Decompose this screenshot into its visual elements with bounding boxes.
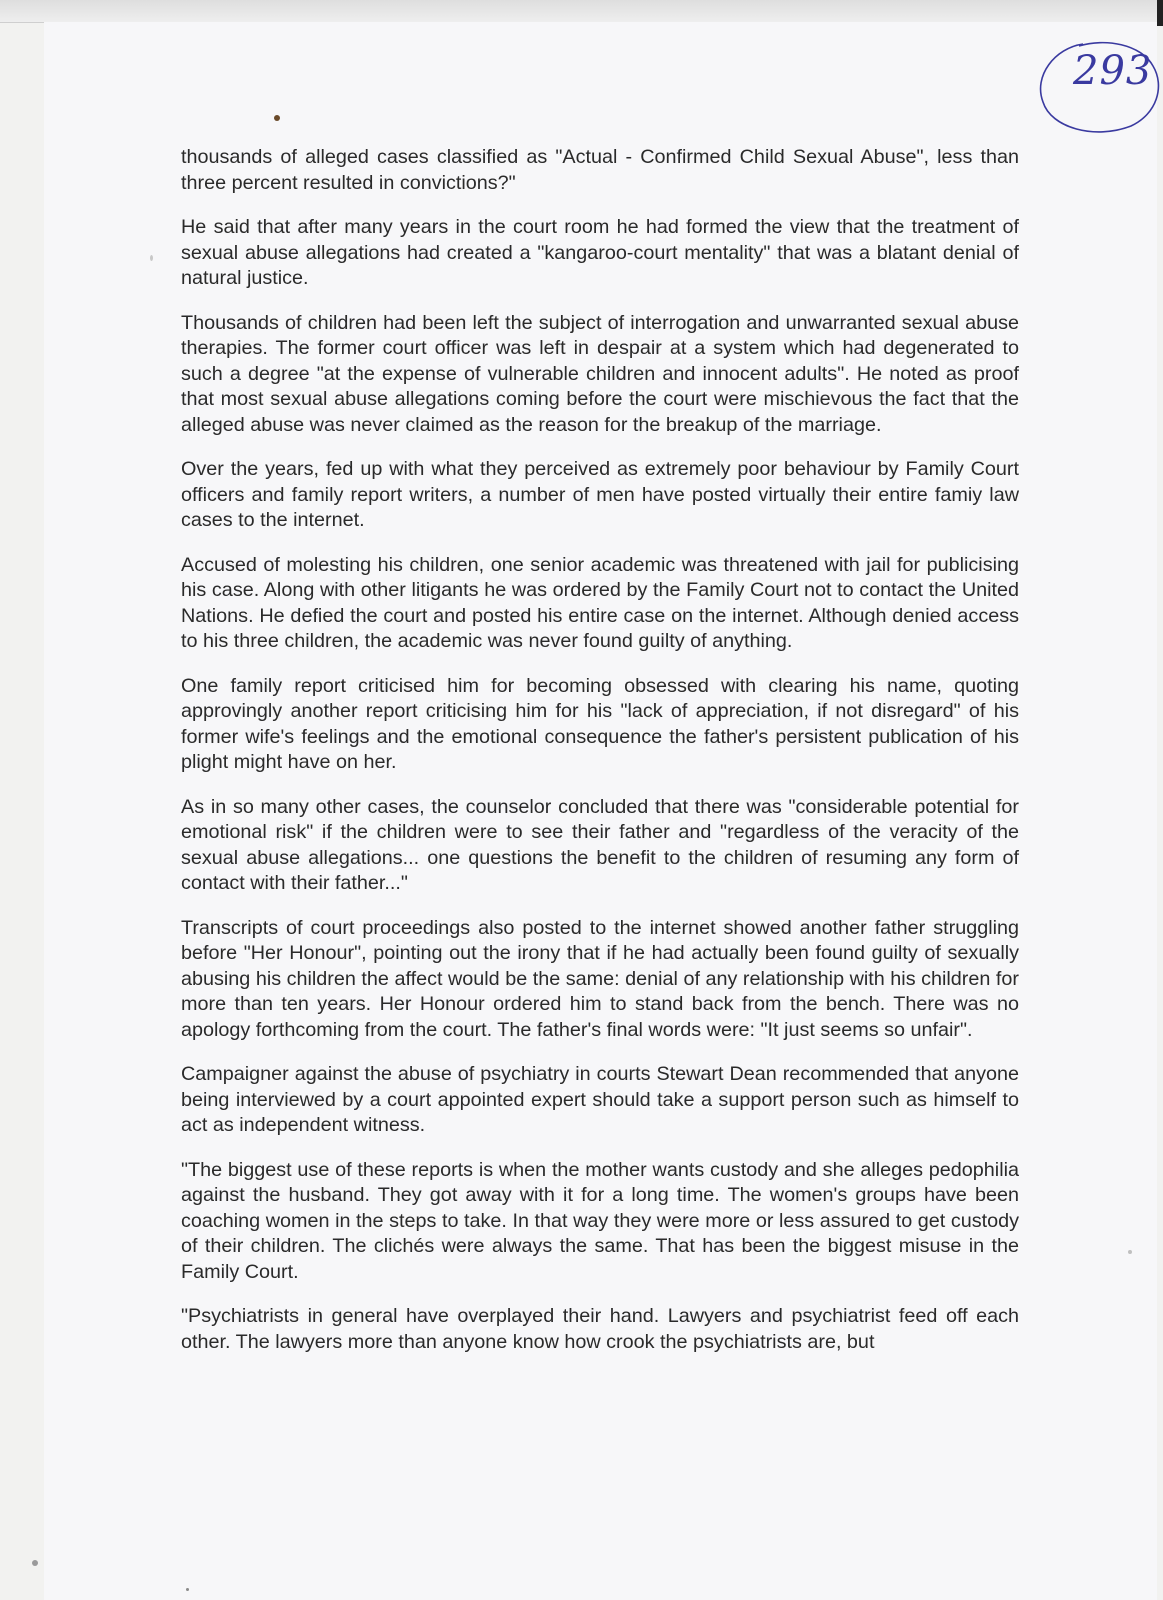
paragraph: Campaigner against the abuse of psychiatry in courts Stewart Dean recommended that anyone being interviewed by a court appointed expert should take a support person such as himself to act as independent witness.	[181, 1063, 1019, 1136]
paragraph: "The biggest use of these reports is when the mother wants custody and she alleges pedophilia against the husband. They got away with it for a long time. The women's groups have been coaching women in the steps to take. In that way they were more or less assured to get custody of their children. The clichés were always the same. That has been the biggest misuse in the Family Court.	[181, 1158, 1019, 1283]
page-number-text: 293	[1073, 48, 1153, 94]
paragraph: "Psychiatrists in general have overplayed their hand. Lawyers and psychiatrist feed off each other. The lawyers more than anyone know how crook the psychiatrists are, but	[181, 1305, 1019, 1353]
scan-speck	[1128, 1250, 1132, 1254]
paragraph: Transcripts of court proceedings also posted to the internet showed another father struggling before "Her Honour", pointing out the irony that if he had actually been found guilty of sexually abusing his children the affect would be the same: denial of any relationship with his children for more than ten years. Her Honour ordered him to stand back from the bench. There was no apology forthcoming from the court. The father's final words were: "It just seems so unfair".	[181, 916, 1019, 1041]
article-body	[181, 145, 1019, 1374]
handwritten-page-number	[1035, 36, 1163, 142]
paragraph: He said that after many years in the court room he had formed the view that the treatment of sexual abuse allegations had created a "kangaroo-court mentality" that was a blatant denial of natural justice.	[181, 216, 1019, 289]
scan-speck	[150, 255, 153, 261]
scanner-corner-mark	[1157, 0, 1163, 26]
paragraph: thousands of alleged cases classified as "Actual - Confirmed Child Sexual Abuse", less than three percent resulted in convictions?"	[181, 146, 1019, 194]
paragraph: One family report criticised him for becoming obsessed with clearing his name, quoting approvingly another report criticising him for his "lack of appreciation, if not disregard" of his former wife's feelings and the emotional consequence the father's persistent publication of his plight might have on her.	[181, 674, 1019, 773]
scan-speck	[274, 115, 280, 121]
scan-speck	[186, 1588, 189, 1591]
paragraph: Accused of molesting his children, one senior academic was threatened with jail for publicising his case. Along with other litigants he was ordered by the Family Court not to contact the United Nations. He defied the court and posted his entire case on the internet. Although denied access to his three children, the academic was never found guilty of anything.	[181, 553, 1019, 652]
paragraph: Thousands of children had been left the subject of interrogation and unwarranted sexual abuse therapies. The former court officer was left in despair at a system which had degenerated to such a degree "at the expense of vulnerable children and innocent adults". He noted as proof that most sexual abuse allegations coming before the court were mischievous the fact that the alleged abuse was never claimed as the reason for the breakup of the marriage.	[181, 311, 1019, 436]
scanner-top-edge	[0, 0, 1163, 23]
paragraph: As in so many other cases, the counselor concluded that there was "considerable potential for emotional risk" if the children were to see their father and "regardless of the veracity of the sexual abuse allegations... one questions the benefit to the children of resuming any form of contact with their father..."	[181, 795, 1019, 894]
paragraph: Over the years, fed up with what they perceived as extremely poor behaviour by Family Court officers and family report writers, a number of men have posted virtually their entire famiy law cases to the internet.	[181, 458, 1019, 531]
scan-speck	[32, 1560, 38, 1566]
